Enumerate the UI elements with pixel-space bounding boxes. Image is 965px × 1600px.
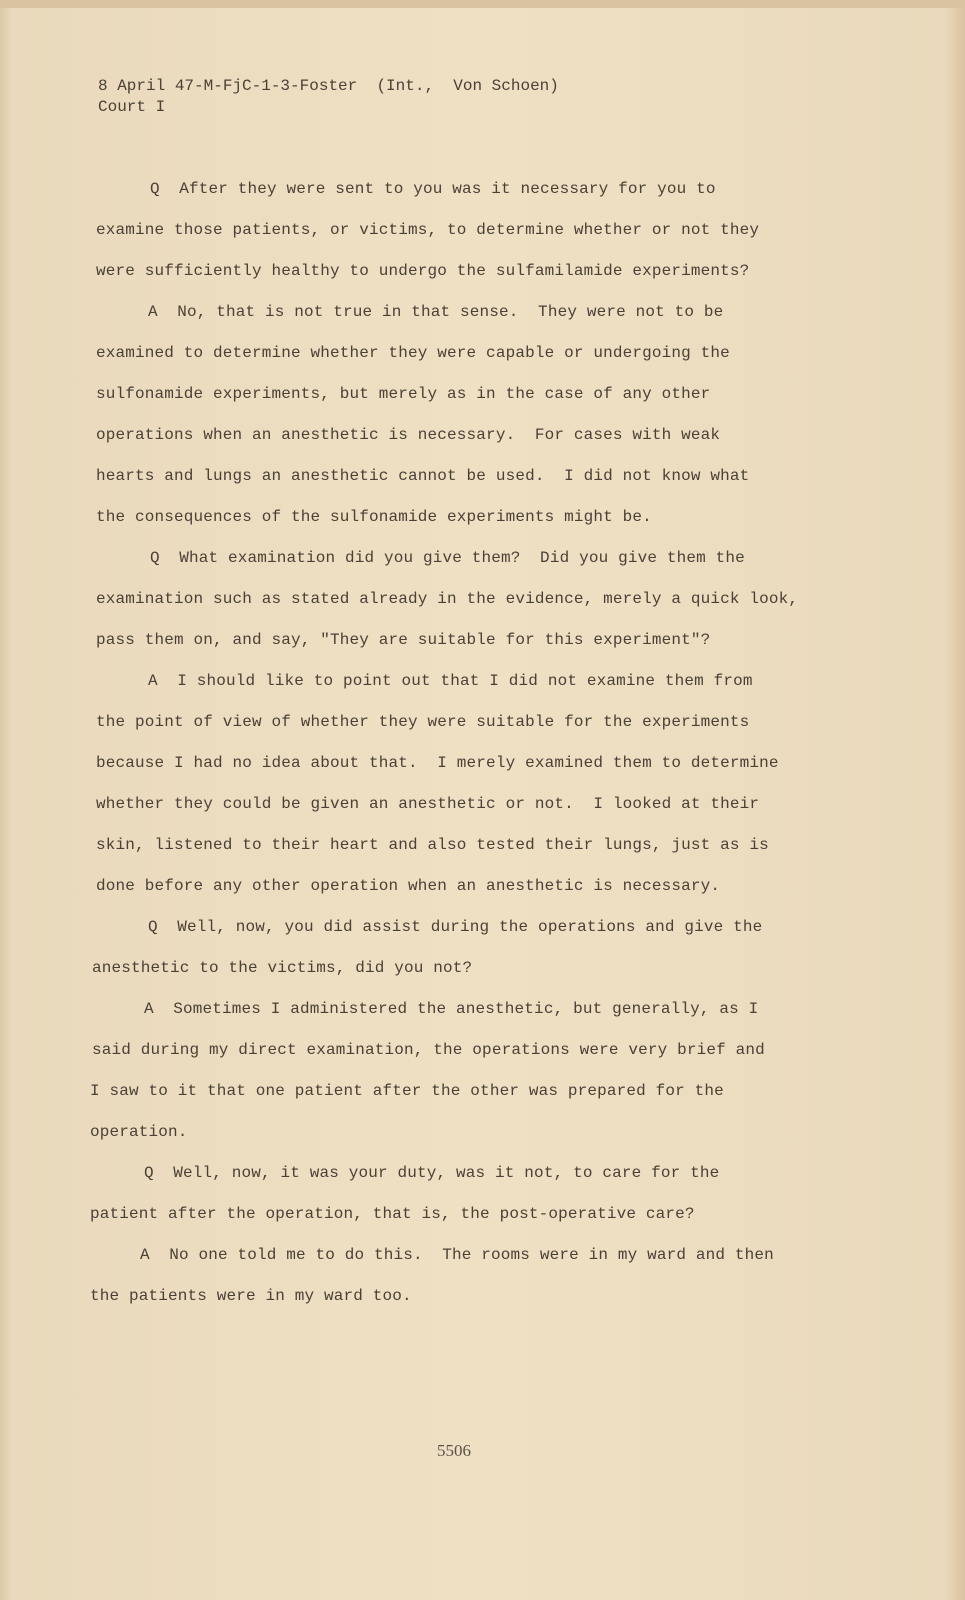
transcript-line: hearts and lungs an anesthetic cannot be used. I did not know what (96, 467, 750, 485)
page-number: 5506 (437, 1441, 471, 1460)
transcript-line: whether they could be given an anesthetic or not. I looked at their (96, 795, 760, 813)
transcript-line: were sufficiently healthy to undergo the sulfamilamide experiments? (96, 262, 750, 280)
transcript-line: A No, that is not true in that sense. They were not to be (148, 303, 724, 321)
transcript-line: sulfonamide experiments, but merely as in the case of any other (96, 385, 711, 403)
document-header (98, 76, 559, 118)
header-reference: 8 April 47-M-FjC-1-3-Foster (Int., Von Schoen) (98, 77, 559, 95)
transcript-line: I saw to it that one patient after the other was prepared for the (90, 1082, 724, 1100)
transcript-line: anesthetic to the victims, did you not? (92, 959, 473, 977)
transcript-line: A Sometimes I administered the anesthetic, but generally, as I (144, 1000, 759, 1018)
transcript-line: A No one told me to do this. The rooms were in my ward and then (140, 1246, 774, 1264)
transcript-line: operation. (90, 1123, 188, 1141)
transcript-line: Q Well, now, you did assist during the operations and give the (148, 918, 763, 936)
transcript-line: the point of view of whether they were suitable for the experiments (96, 713, 750, 731)
transcript-line: examine those patients, or victims, to determine whether or not they (96, 221, 760, 239)
transcript-line: operations when an anesthetic is necessary. For cases with weak (96, 426, 721, 444)
transcript-line: said during my direct examination, the operations were very brief and (92, 1041, 765, 1059)
transcript-line: Q What examination did you give them? Did you give them the (150, 549, 745, 567)
transcript-line: the patients were in my ward too. (90, 1287, 412, 1305)
transcript-line: pass them on, and say, "They are suitable for this experiment"? (96, 631, 711, 649)
transcript-line: examination such as stated already in the evidence, merely a quick look, (96, 590, 799, 608)
transcript-line: because I had no idea about that. I merely examined them to determine (96, 754, 779, 772)
transcript-line: done before any other operation when an anesthetic is necessary. (96, 877, 721, 895)
transcript-line: patient after the operation, that is, the post-operative care? (90, 1205, 695, 1223)
transcript-line: Q After they were sent to you was it necessary for you to (150, 180, 716, 198)
header-court: Court I (98, 98, 166, 116)
transcript-line: A I should like to point out that I did not examine them from (148, 672, 753, 690)
transcript-line: skin, listened to their heart and also tested their lungs, just as is (96, 836, 769, 854)
transcript-line: examined to determine whether they were capable or undergoing the (96, 344, 730, 362)
transcript-line: the consequences of the sulfonamide experiments might be. (96, 508, 652, 526)
transcript-line: Q Well, now, it was your duty, was it not, to care for the (144, 1164, 720, 1182)
page-top-edge (0, 0, 965, 8)
